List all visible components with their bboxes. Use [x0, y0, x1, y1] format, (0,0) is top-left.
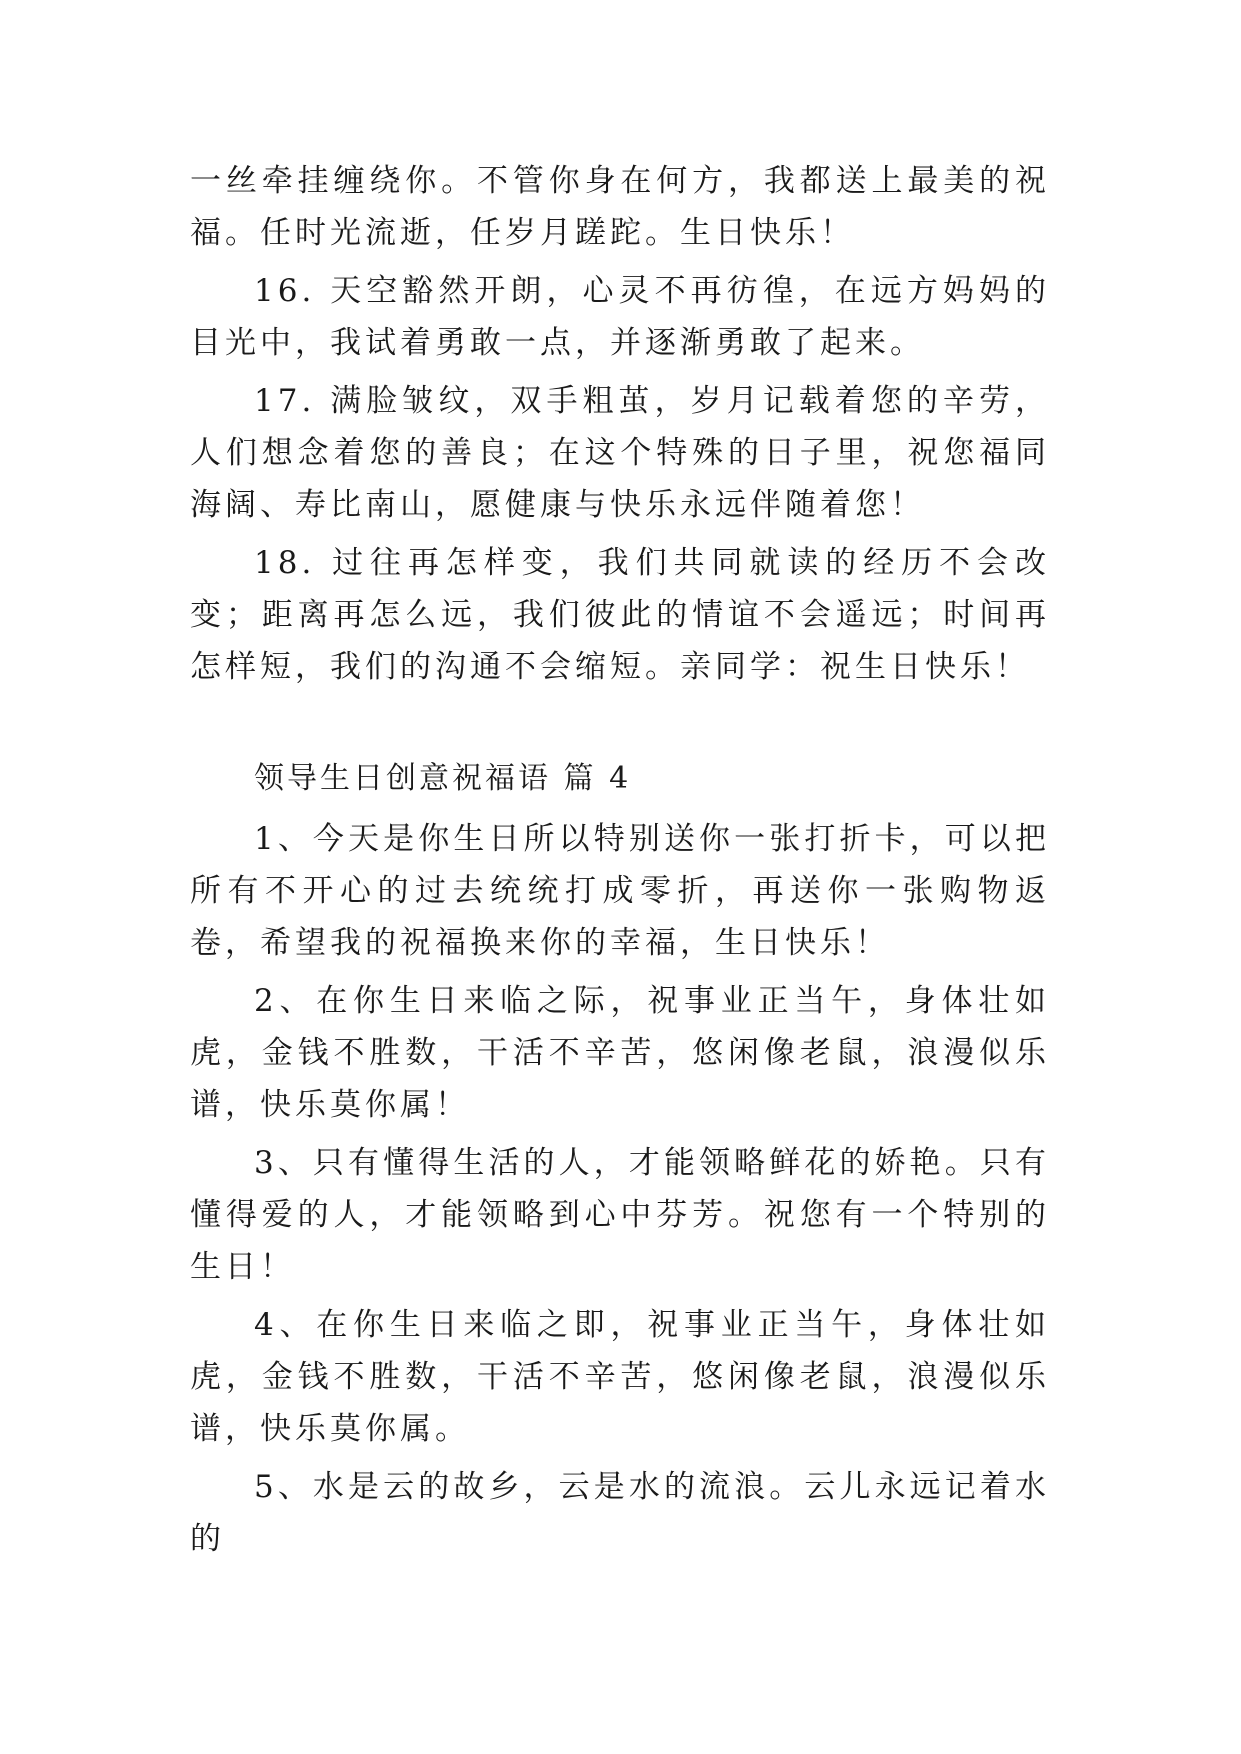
paragraph-item-18: 18. 过往再怎样变，我们共同就读的经历不会改变；距离再怎么远，我们彼此的情谊不会遥远；时间再怎样短，我们的沟通不会缩短。亲同学：祝生日快乐！ — [190, 545, 1050, 685]
paragraph-item-16: 16. 天空豁然开朗，心灵不再彷徨，在远方妈妈的目光中，我试着勇敢一点，并逐渐勇敢了起来。 — [190, 273, 1050, 361]
paragraph-item-3: 3、只有懂得生活的人，才能领略鲜花的娇艳。只有懂得爱的人，才能领略到心中芬芳。祝您有一个特别的生日！ — [190, 1145, 1050, 1285]
paragraph-item-4: 4、在你生日来临之即，祝事业正当午，身体壮如虎，金钱不胜数，干活不辛苦，悠闲像老鼠，浪漫似乐谱，快乐莫你属。 — [190, 1307, 1050, 1447]
document-page — [190, 155, 1050, 1571]
paragraph-continuation: 一丝牵挂缠绕你。不管你身在何方，我都送上最美的祝福。任时光流逝，任岁月蹉跎。生日快乐！ — [190, 163, 1050, 251]
section-heading: 领导生日创意祝福语 篇 4 — [254, 761, 632, 796]
paragraph-item-1: 1、今天是你生日所以特别送你一张打折卡，可以把所有不开心的过去统统打成零折，再送你一张购物返卷，希望我的祝福换来你的幸福，生日快乐！ — [190, 821, 1050, 961]
paragraph-item-17: 17. 满脸皱纹，双手粗茧，岁月记载着您的辛劳，人们想念着您的善良；在这个特殊的日子里，祝您福同海阔、寿比南山，愿健康与快乐永远伴随着您！ — [190, 383, 1050, 523]
paragraph-item-5: 5、水是云的故乡，云是水的流浪。云儿永远记着水的 — [190, 1469, 1050, 1557]
paragraph-item-2: 2、在你生日来临之际，祝事业正当午，身体壮如虎，金钱不胜数，干活不辛苦，悠闲像老鼠，浪漫似乐谱，快乐莫你属！ — [190, 983, 1050, 1123]
